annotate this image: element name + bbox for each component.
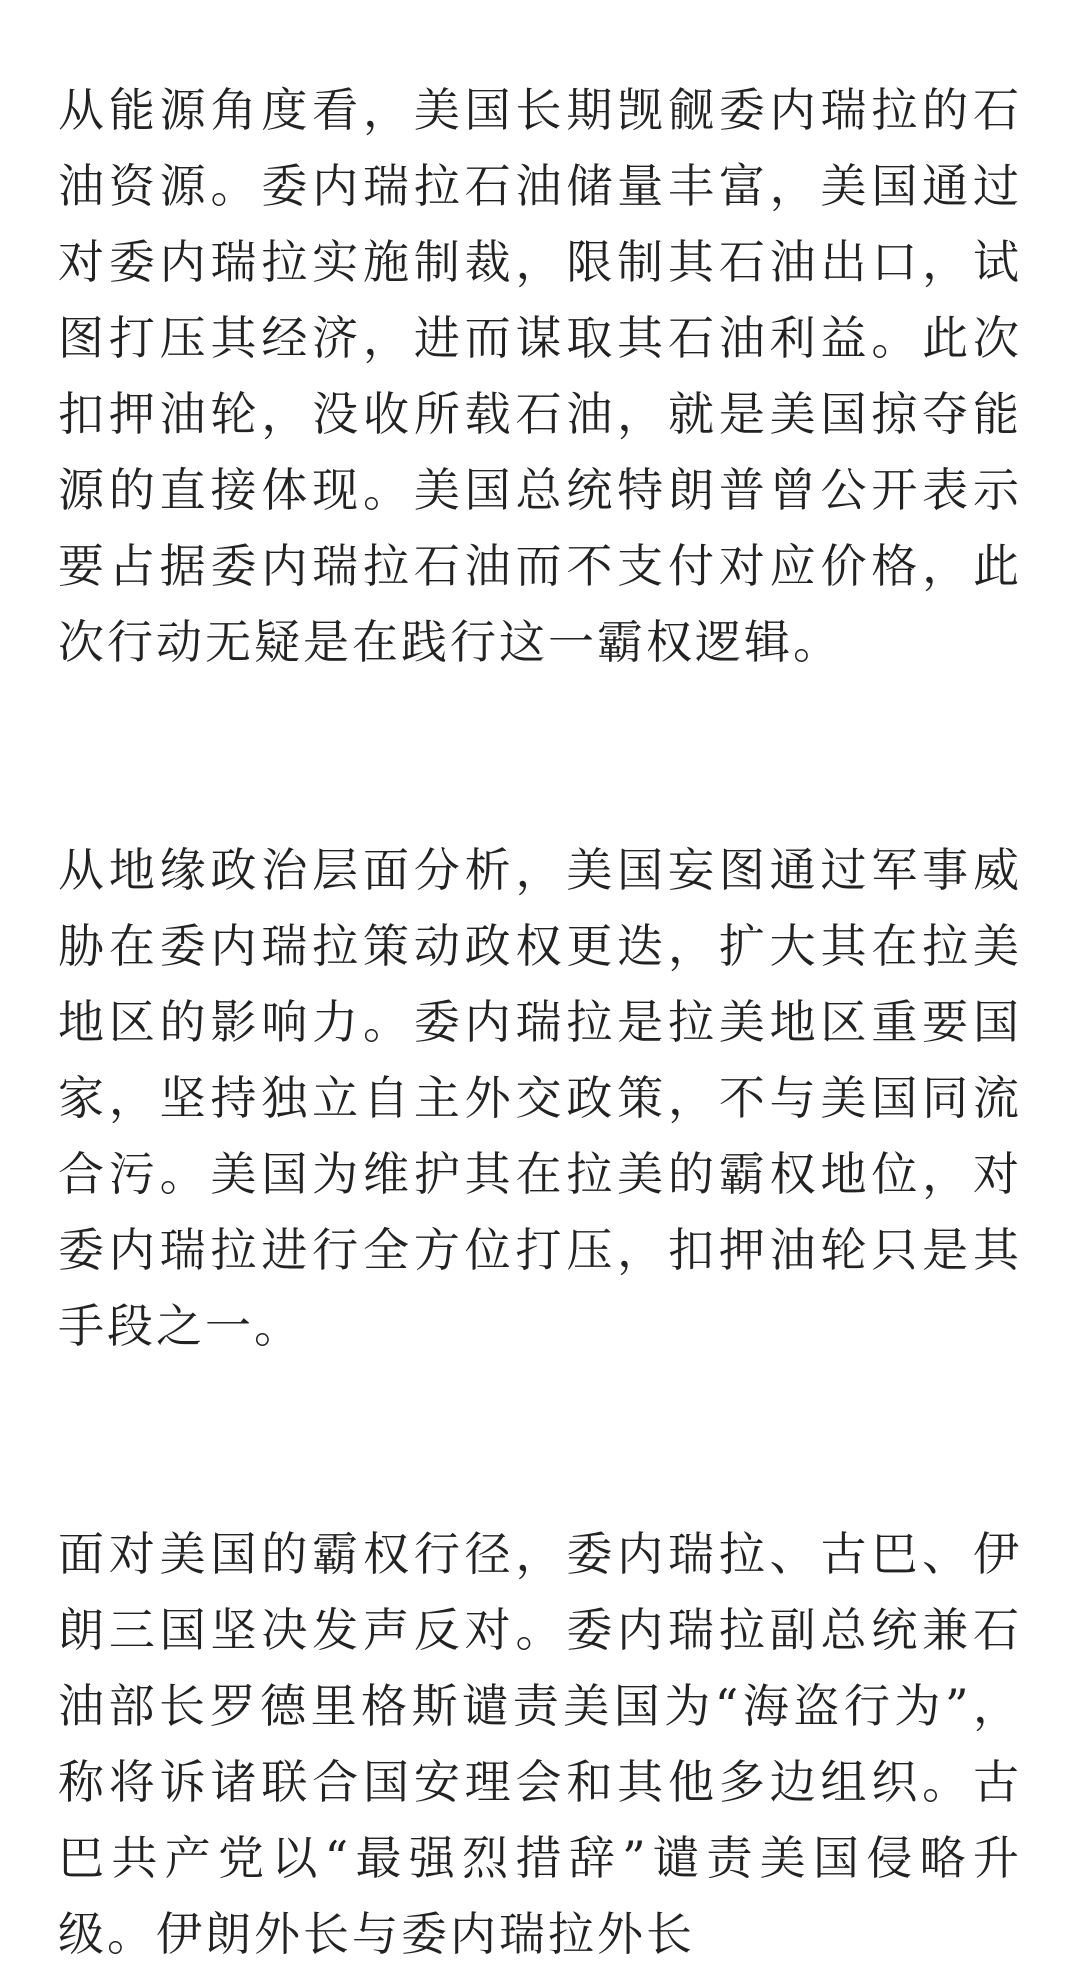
paragraph-opposition: 面对美国的霸权行径，委内瑞拉、古巴、伊朗三国坚决发声反对。委内瑞拉副总统兼石油部长罗德里格斯谴责美国为“海盗行为”，称将诉诸联合国安理会和其他多边组织。古巴共产党以“最强烈措辞”谴责美国侵略升级。伊朗外长与委内瑞拉外长 <box>58 1527 1022 1961</box>
article-body <box>58 72 1022 1972</box>
paragraph-geopolitics: 从地缘政治层面分析，美国妄图通过军事威胁在委内瑞拉策动政权更迭，扩大其在拉美地区的影响力。委内瑞拉是拉美地区重要国家，坚持独立自主外交政策，不与美国同流合污。美国为维护其在拉美的霸权地位，对委内瑞拉进行全方位打压，扣押油轮只是其手段之一。 <box>58 843 1022 1353</box>
paragraph-energy: 从能源角度看，美国长期觊觎委内瑞拉的石油资源。委内瑞拉石油储量丰富，美国通过对委内瑞拉实施制裁，限制其石油出口，试图打压其经济，进而谋取其石油利益。此次扣押油轮，没收所载石油，就是美国掠夺能源的直接体现。美国总统特朗普曾公开表示要占据委内瑞拉石油而不支付对应价格，此次行动无疑是在践行这一霸权逻辑。 <box>58 83 1022 669</box>
